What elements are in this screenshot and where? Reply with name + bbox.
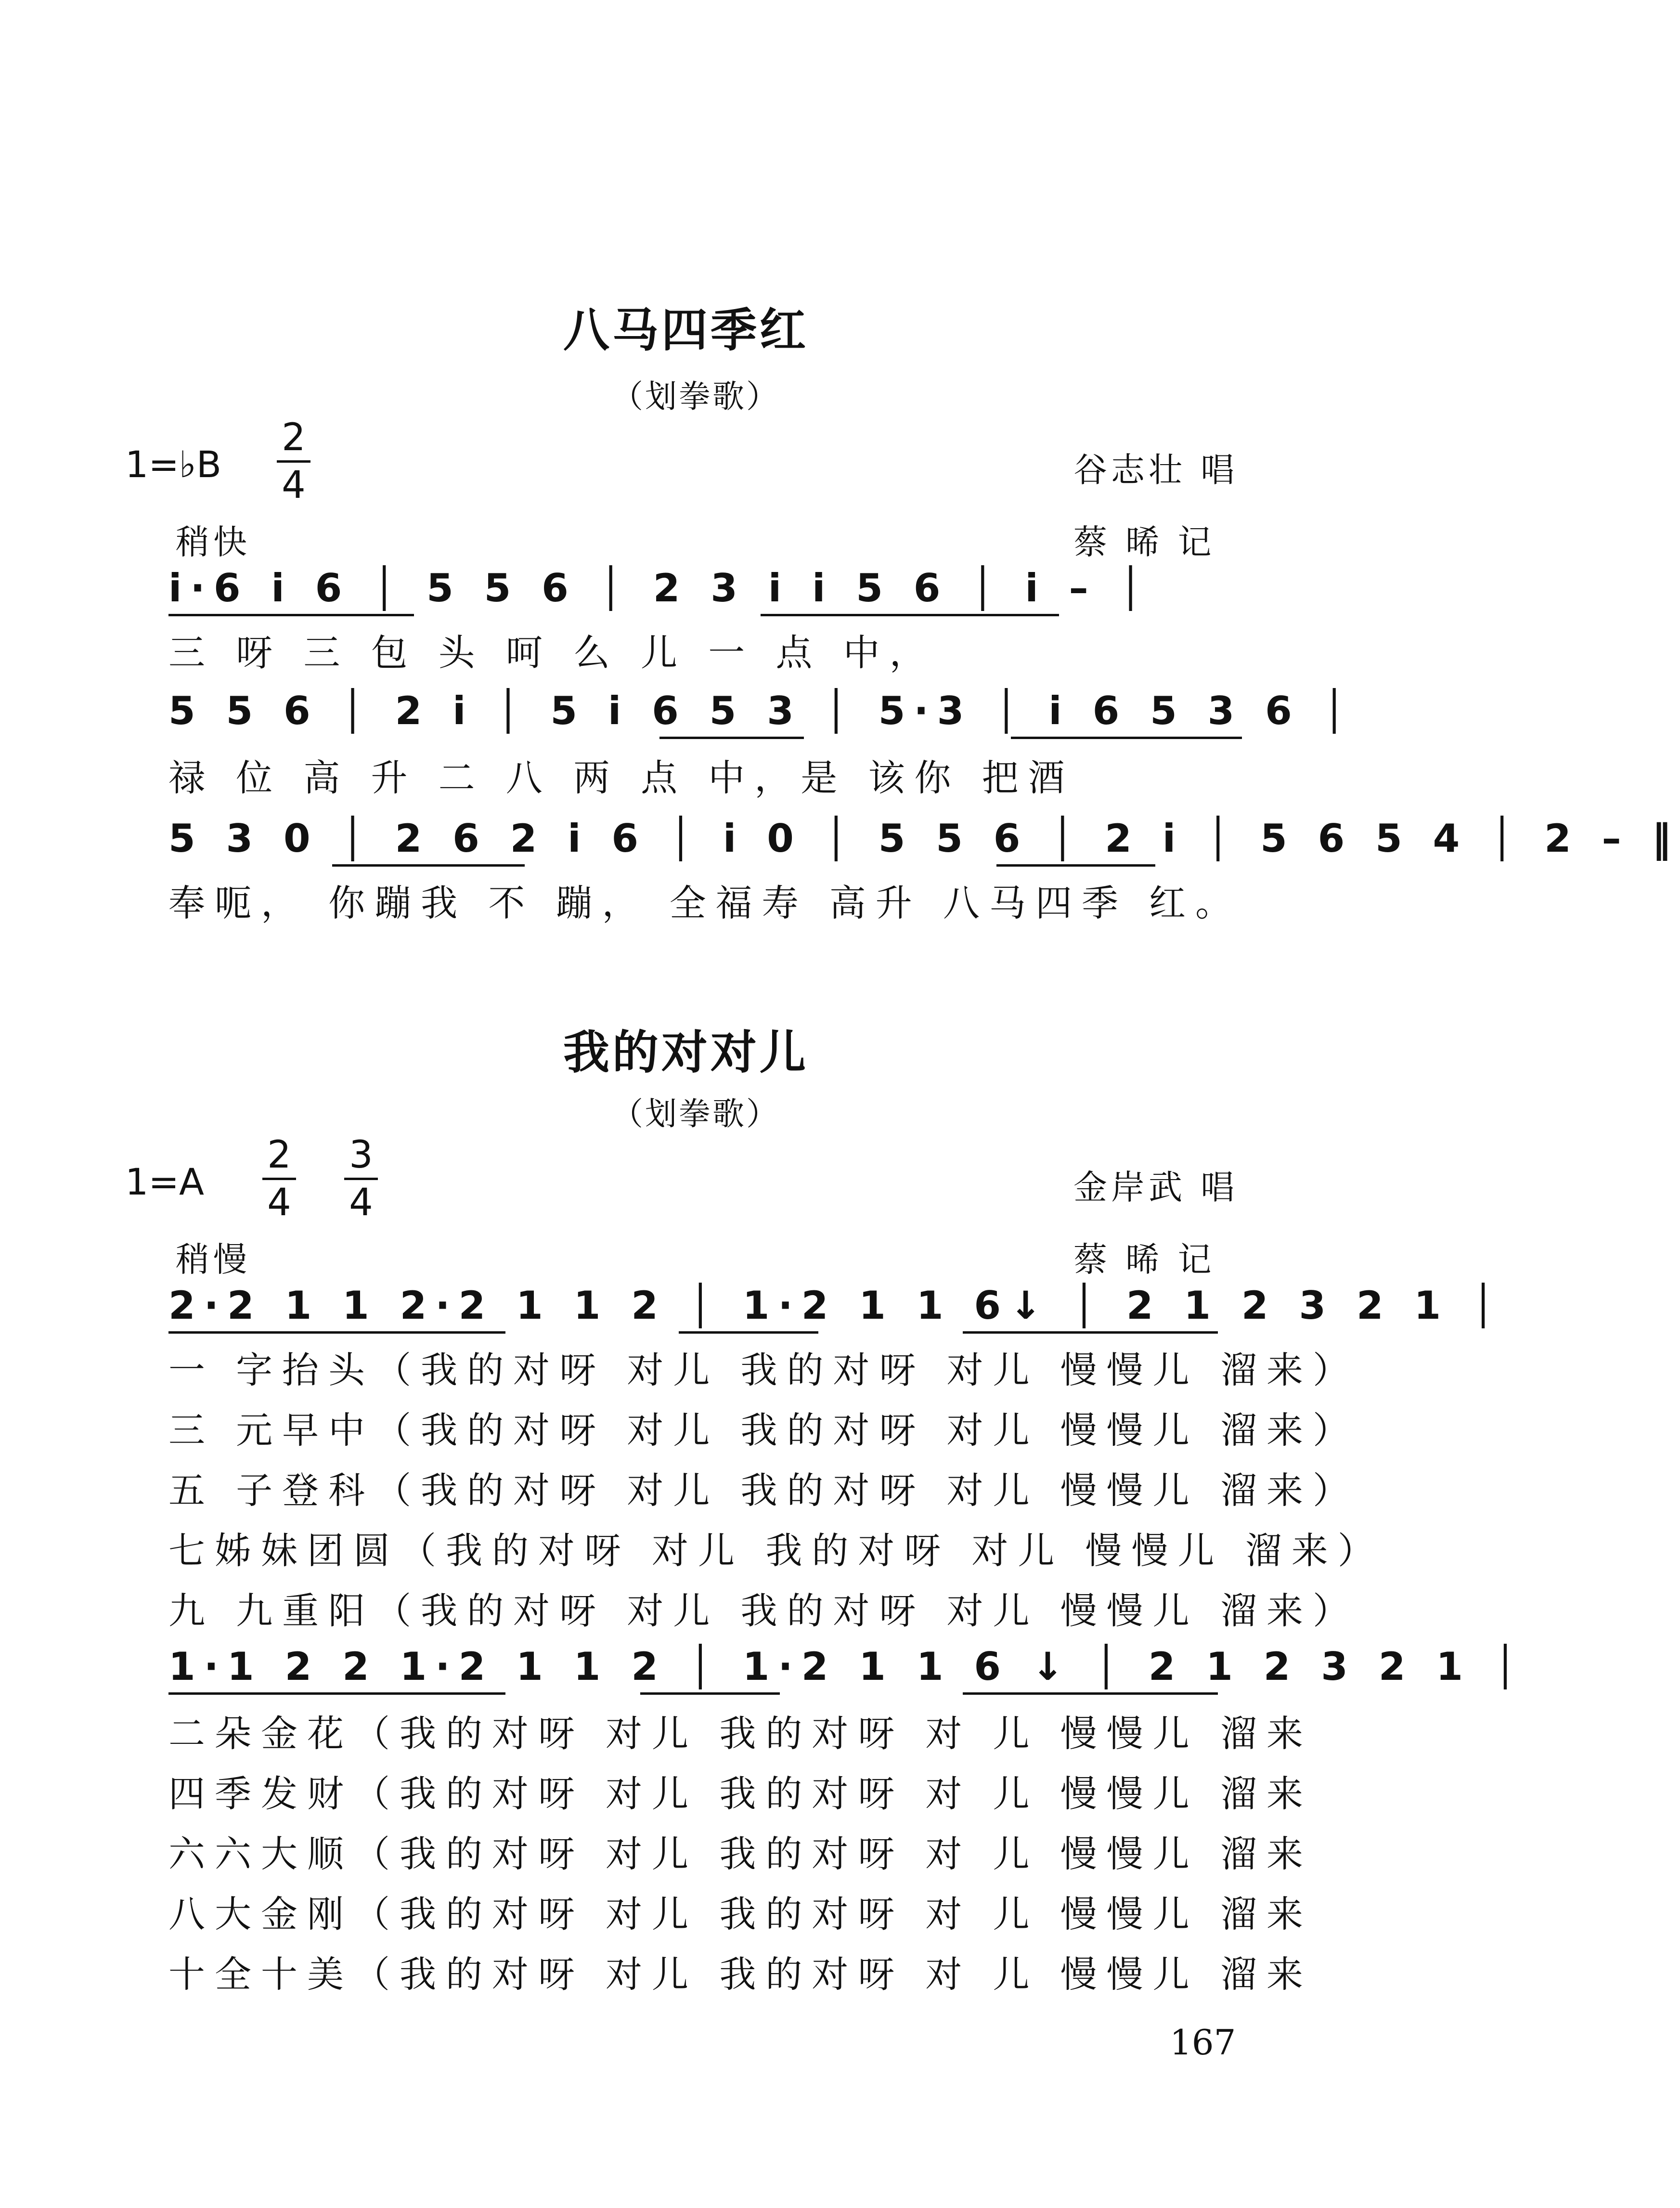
song2-verse-b-1: 二朵金花（我的对呀 对儿 我的对呀 对 儿 慢慢儿 溜来 xyxy=(168,1712,1313,1755)
beam-line xyxy=(1011,737,1242,739)
beam-line xyxy=(963,1692,1218,1695)
page-number: 167 xyxy=(1170,2022,1236,2063)
time-numerator: 2 xyxy=(282,416,306,459)
time-denominator: 4 xyxy=(267,1181,291,1224)
beam-line xyxy=(168,1331,505,1334)
song2-verse-a-2: 三 元早中（我的对呀 对儿 我的对呀 对儿 慢慢儿 溜来） xyxy=(168,1409,1359,1452)
song2-notation-a: 2·2 1 1 2·2 1 1 2 │ 1·2 1 1 6↓ │ 2 1 2 3 2 1 │ xyxy=(168,1283,1504,1328)
song1-tempo: 稍快 xyxy=(176,522,251,562)
beam-line xyxy=(659,737,804,739)
beam-line xyxy=(963,1331,1218,1334)
beam-line xyxy=(996,864,1155,867)
song1-key: 1=♭B xyxy=(125,443,222,486)
beam-line xyxy=(332,864,525,867)
song2-notation-b: 1·1 2 2 1·2 1 1 2 │ 1·2 1 1 6 ↓ │ 2 1 2 3 2 1 │ xyxy=(168,1644,1526,1689)
song2-verse-a-4: 七姊妹团圆（我的对呀 对儿 我的对呀 对儿 慢慢儿 溜来） xyxy=(168,1529,1384,1572)
song1-lyric-line-1: 三 呀 三 包 头 呵 么 儿 一 点 中， xyxy=(168,631,936,674)
time-numerator: 3 xyxy=(349,1133,373,1177)
beam-line xyxy=(679,1331,818,1334)
beam-line xyxy=(761,614,1059,616)
song2-subtitle: （划拳歌） xyxy=(611,1095,780,1132)
song1-subtitle: （划拳歌） xyxy=(611,378,780,415)
song2-time-signature-1 xyxy=(262,1133,296,1224)
song2-key: 1=A xyxy=(125,1160,205,1203)
song2-verse-b-5: 十全十美（我的对呀 对儿 我的对呀 对 儿 慢慢儿 溜来 xyxy=(168,1953,1313,1996)
song1-lyric-line-2: 禄 位 高 升 二 八 两 点 中，是 该你 把酒 xyxy=(168,756,1074,799)
song2-verse-b-4: 八大金刚（我的对呀 对儿 我的对呀 对 儿 慢慢儿 溜来 xyxy=(168,1893,1313,1935)
song2-verse-b-2: 四季发财（我的对呀 对儿 我的对呀 对 儿 慢慢儿 溜来 xyxy=(168,1772,1313,1815)
song2-singer: 金岸武 唱 xyxy=(1073,1168,1239,1207)
song2-recorder: 蔡 晞 记 xyxy=(1073,1240,1215,1279)
beam-line xyxy=(640,1692,780,1695)
song1-time-signature xyxy=(277,416,310,507)
song2-verse-a-3: 五 子登科（我的对呀 对儿 我的对呀 对儿 慢慢儿 溜来） xyxy=(168,1469,1359,1512)
song1-notation-line-3: 5 3 0 │ 2 6 2 i 6 │ i 0 │ 5 5 6 │ 2 i │ 5 6 5 4 │ 2 – ‖ xyxy=(168,816,1680,861)
beam-line xyxy=(168,1692,505,1695)
song2-title: 我的对对儿 xyxy=(563,1026,809,1079)
song2-time-signature-2 xyxy=(344,1133,378,1224)
beam-line xyxy=(168,614,414,616)
song2-verse-a-5: 九 九重阳（我的对呀 对儿 我的对呀 对儿 慢慢儿 溜来） xyxy=(168,1589,1359,1632)
song2-tempo: 稍慢 xyxy=(176,1240,251,1279)
song1-title: 八马四季红 xyxy=(563,303,809,357)
song1-notation-line-2: 5 5 6 │ 2 i │ 5 i 6 5 3 │ 5·3 │ i 6 5 3 6 │ xyxy=(168,688,1355,733)
song1-singer: 谷志壮 唱 xyxy=(1073,450,1239,490)
song2-verse-a-1: 一 字抬头（我的对呀 对儿 我的对呀 对儿 慢慢儿 溜来） xyxy=(168,1349,1359,1391)
song2-verse-b-3: 六六大顺（我的对呀 对儿 我的对呀 对 儿 慢慢儿 溜来 xyxy=(168,1832,1313,1875)
song1-recorder: 蔡 晞 记 xyxy=(1073,522,1215,562)
song1-lyric-line-3: 奉呃， 你蹦我 不 蹦， 全福寿 高升 八马四季 红。 xyxy=(168,882,1242,924)
time-numerator: 2 xyxy=(267,1133,291,1177)
time-denominator: 4 xyxy=(349,1181,373,1224)
time-denominator: 4 xyxy=(282,464,306,507)
song1-notation-line-1: i·6 i 6 │ 5 5 6 │ 2 3 i i 5 6 │ i – │ xyxy=(168,566,1151,610)
